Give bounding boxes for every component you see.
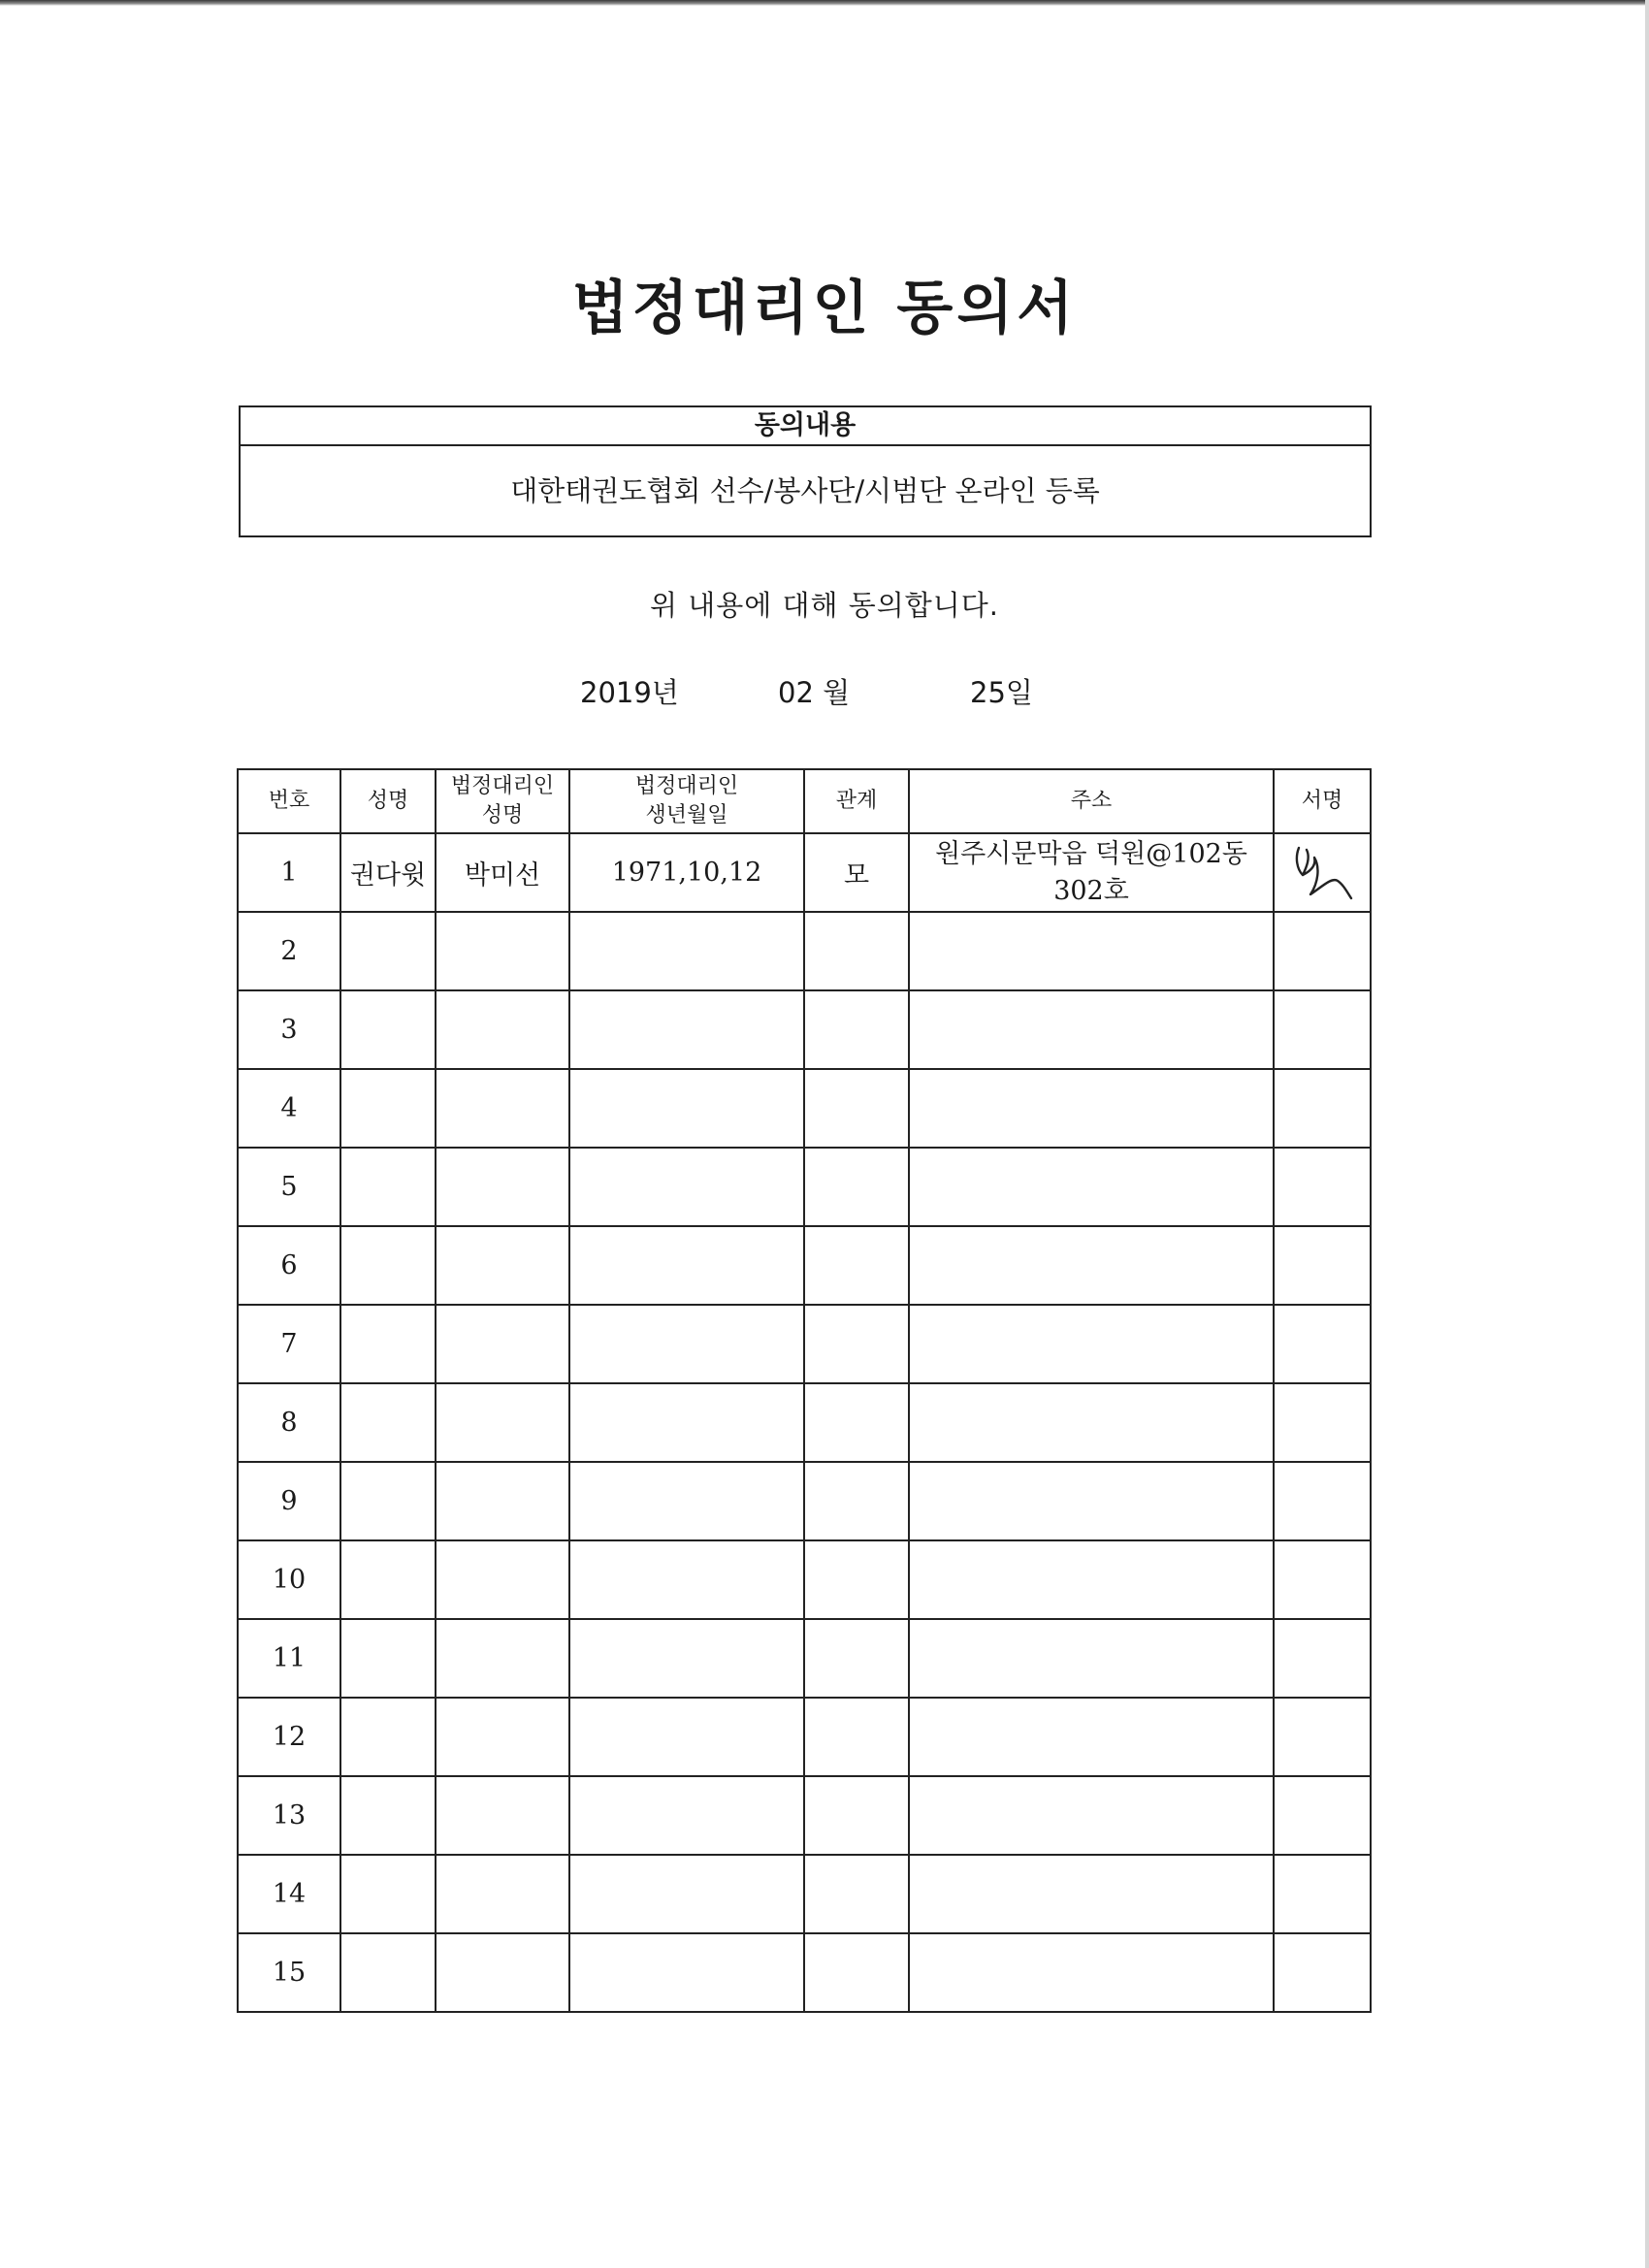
cell-no: 6: [238, 1226, 340, 1305]
document-title: 법정대리인 동의서: [571, 275, 1078, 342]
cell-no: 8: [238, 1383, 340, 1462]
cell-rep-birth: 1971,10,12: [569, 833, 804, 912]
header-signature: 서명: [1274, 769, 1371, 833]
cell-no: 5: [238, 1148, 340, 1226]
table-row: [238, 1776, 1371, 1855]
table-row: [238, 990, 1371, 1069]
table-row: [238, 1383, 1371, 1462]
date-day: 25일: [970, 676, 1033, 709]
cell-no: 10: [238, 1540, 340, 1619]
guardian-table: [237, 768, 1372, 2013]
table-row: [238, 1540, 1371, 1619]
address-line2: 302호: [1053, 875, 1129, 906]
date-year: 2019년: [580, 676, 679, 709]
consent-text: 대한태권도협회 선수/봉사단/시범단 온라인 등록: [510, 474, 1100, 507]
cell-no: 15: [238, 1933, 340, 2012]
cell-signature: [1274, 833, 1371, 912]
header-rep-birth-line1: 법정대리인: [634, 774, 739, 798]
table-header-row: [238, 769, 1371, 833]
table-row: [238, 1462, 1371, 1540]
cell-no: 1: [238, 833, 340, 912]
scan-edge-top: [0, 0, 1649, 6]
agree-statement: 위 내용에 대해 동의합니다.: [649, 589, 1000, 622]
cell-no: 13: [238, 1776, 340, 1855]
cell-no: 14: [238, 1855, 340, 1933]
table-row: [238, 1226, 1371, 1305]
table-row: [238, 1069, 1371, 1148]
cell-no: 7: [238, 1305, 340, 1383]
header-rep-name-line1: 법정대리인: [450, 774, 555, 798]
cell-rep-name: 박미선: [436, 833, 569, 912]
cell-no: 12: [238, 1698, 340, 1776]
header-rep-birth: [569, 769, 804, 833]
header-relation: 관계: [804, 769, 909, 833]
cell-no: 3: [238, 990, 340, 1069]
cell-address: [909, 833, 1274, 912]
header-name: 성명: [340, 769, 436, 833]
table-row: [238, 1619, 1371, 1698]
table-row: [238, 1698, 1371, 1776]
table-row: [238, 912, 1371, 990]
date-month: 02 월: [778, 676, 851, 709]
handwritten-signature-icon: [1281, 838, 1363, 908]
header-rep-name: [436, 769, 569, 833]
table-row: [238, 1933, 1371, 2012]
header-rep-birth-line2: 생년월일: [645, 803, 728, 827]
cell-name: 권다윗: [340, 833, 436, 912]
cell-no: 4: [238, 1069, 340, 1148]
cell-relation: 모: [804, 833, 909, 912]
table-row: [238, 1305, 1371, 1383]
table-row: [238, 833, 1371, 912]
consent-header: 동의내용: [241, 407, 1370, 446]
address-line1: 원주시문막읍 덕원@102동: [935, 838, 1247, 869]
cell-no: 11: [238, 1619, 340, 1698]
header-rep-name-line2: 성명: [481, 803, 524, 827]
consent-box: [239, 405, 1372, 537]
cell-no: 9: [238, 1462, 340, 1540]
table-row: [238, 1148, 1371, 1226]
header-no: 번호: [238, 769, 340, 833]
table-row: [238, 1855, 1371, 1933]
header-address: 주소: [909, 769, 1274, 833]
cell-no: 2: [238, 912, 340, 990]
